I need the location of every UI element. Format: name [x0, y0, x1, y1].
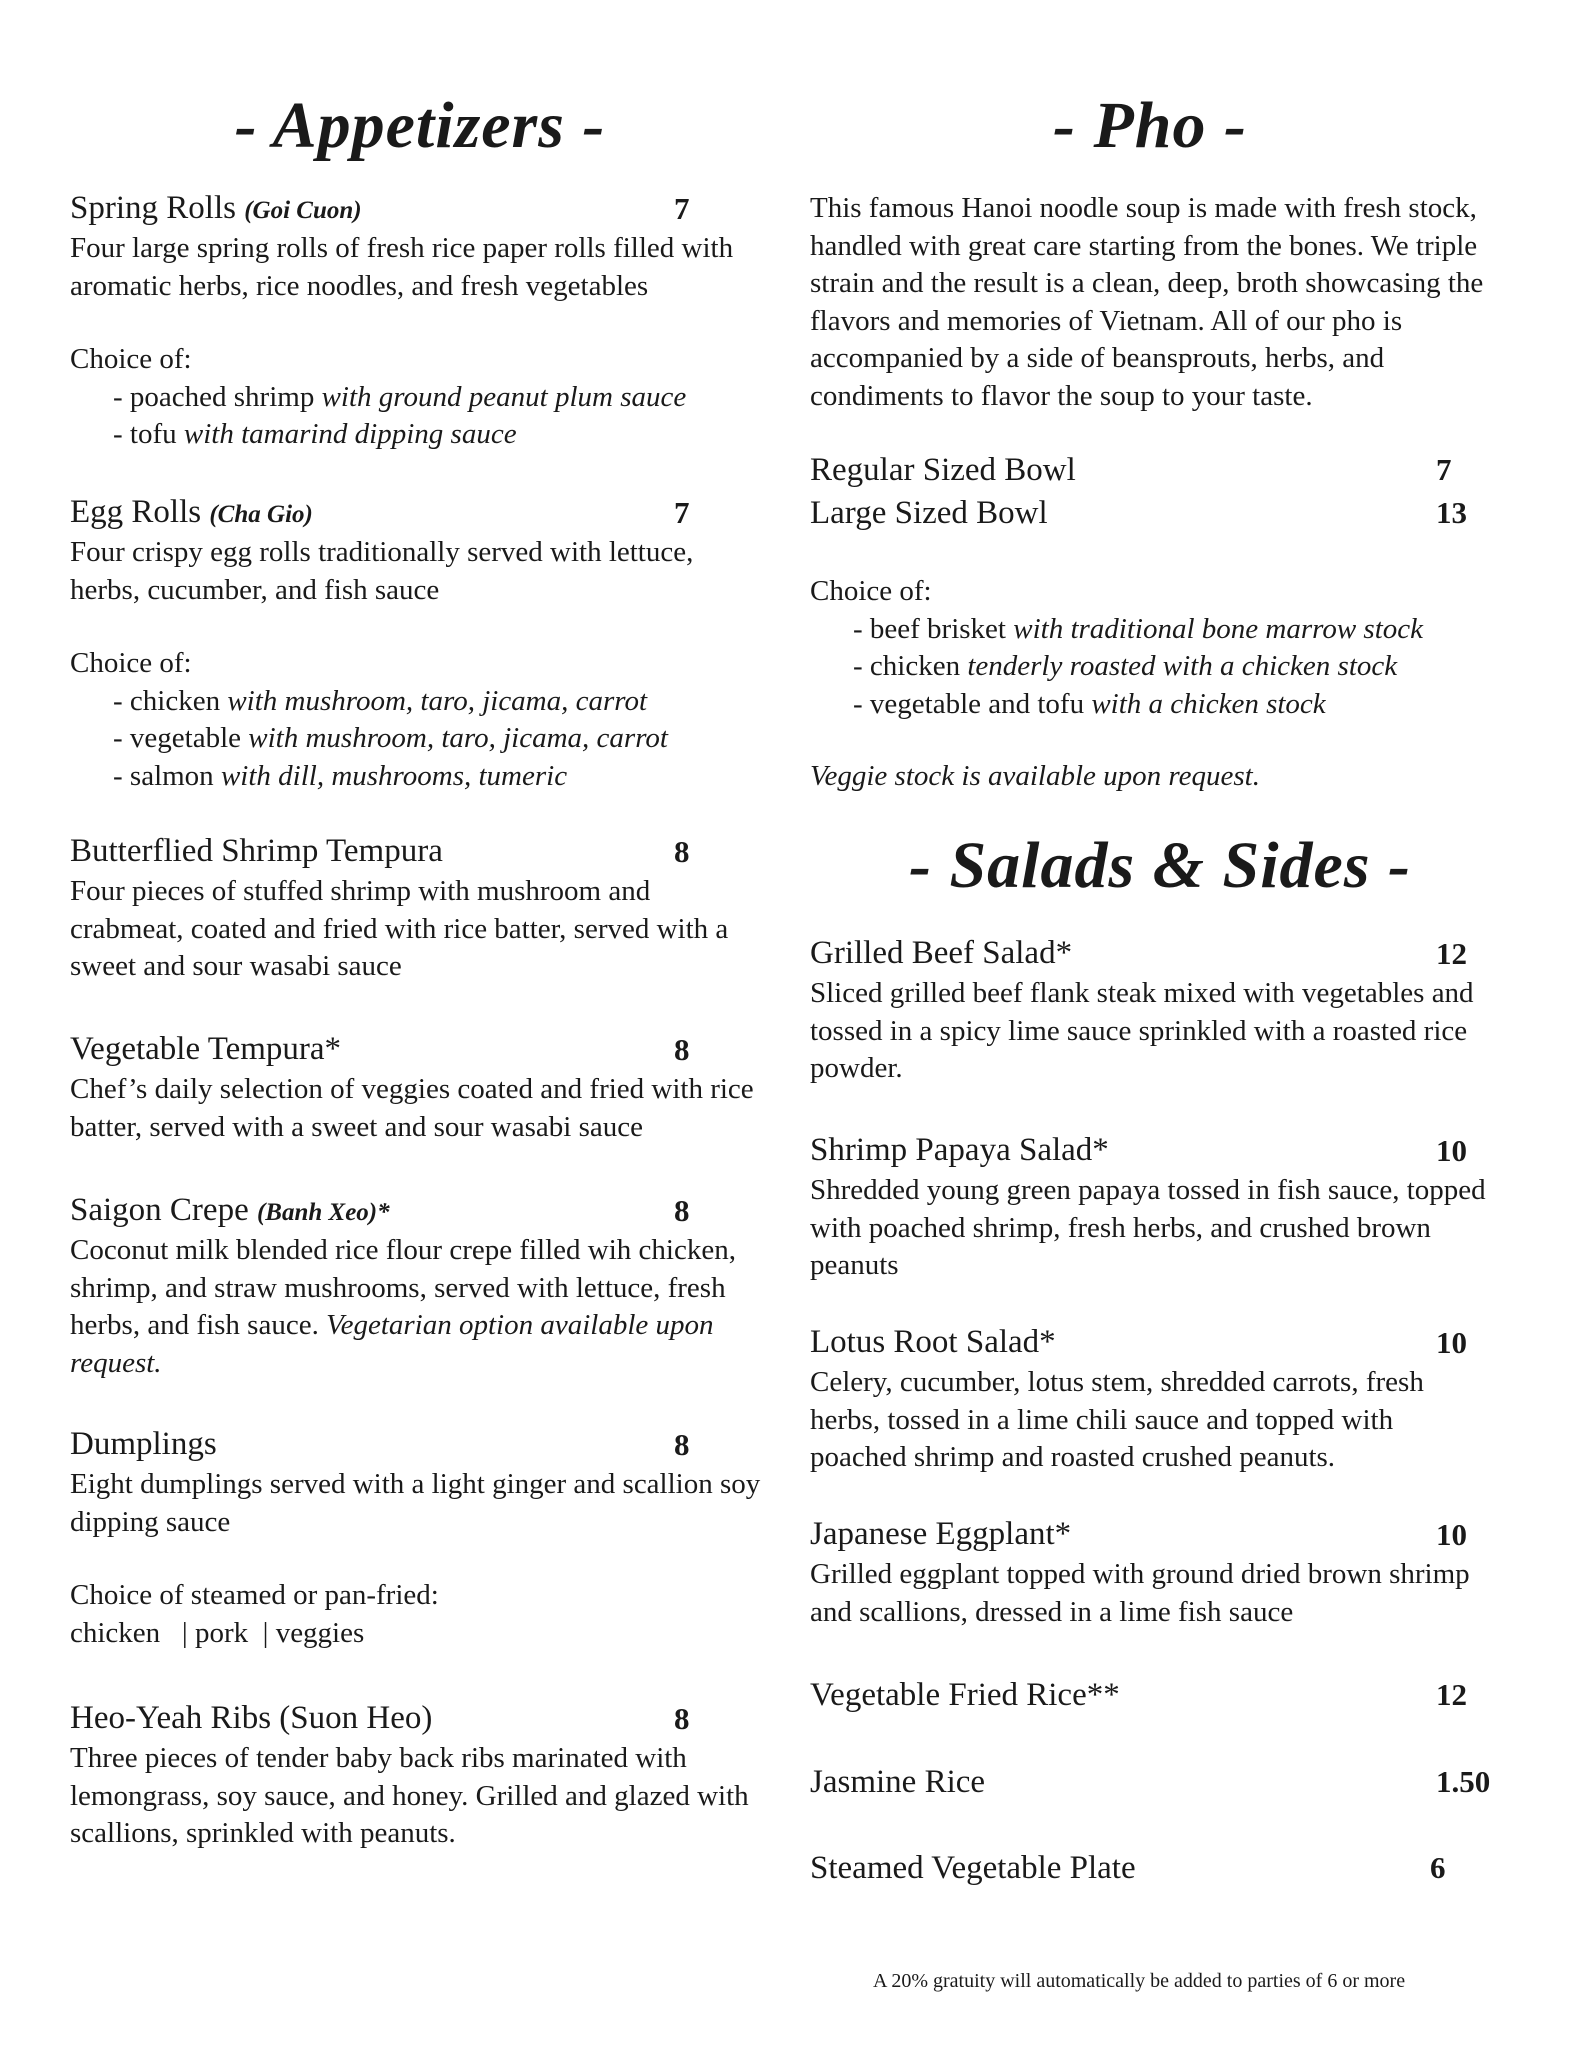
item-name: Grilled Beef Salad* [810, 935, 1073, 971]
item-name: Lotus Root Salad* [810, 1324, 1056, 1360]
menu-item-spring-rolls [70, 190, 770, 454]
choice-option: - beef brisket with traditional bone marrow stock [853, 612, 1424, 645]
item-name-row [70, 833, 770, 873]
item-price: 8 [674, 1032, 690, 1067]
choice-label: Choice of: [70, 343, 192, 375]
item-name-row [810, 1132, 1510, 1172]
item-name: Shrimp Papaya Salad* [810, 1132, 1109, 1168]
item-name-row [70, 1700, 770, 1740]
item-price: 7 [674, 495, 690, 530]
item-name: Heo-Yeah Ribs (Suon Heo) [70, 1700, 433, 1736]
item-name: Saigon Crepe [70, 1192, 249, 1228]
item-price: 1.50 [1436, 1764, 1491, 1799]
item-price: 10 [1436, 1133, 1467, 1168]
item-description: Four large spring rolls of fresh rice paper rolls filled with aromatic herbs, rice noodles, and fresh vegetables [70, 232, 734, 302]
item-description: Four crispy egg rolls traditionally served with lettuce, herbs, cucumber, and fish sauce [70, 536, 694, 606]
choice-option: - salmon with dill, mushrooms, tumeric [113, 759, 568, 792]
item-subname: (Goi Cuon) [244, 197, 362, 224]
menu-item-saigon-crepe [70, 1192, 770, 1382]
item-name: Egg Rolls [70, 494, 202, 530]
vegetarian-note: Vegetarian option available upon request. [70, 1309, 714, 1379]
item-name: Regular Sized Bowl [810, 452, 1076, 488]
veggie-stock-note: Veggie stock is available upon request. [810, 760, 1260, 792]
item-name: Steamed Vegetable Plate [810, 1850, 1136, 1886]
pho-intro: This famous Hanoi noodle soup is made with fresh stock, handled with great care starting from the bones. We triple strain and the result is a clean, deep, broth showcasing the flavors and memories of Vietnam. All of our pho is accompanied by a side of beansprouts, herbs, and condiments to flavor the soup to your taste. [810, 192, 1484, 412]
item-description: Sliced grilled beef flank steak mixed with vegetables and tossed in a spicy lime sauce sprinkled with a roasted rice powder. [810, 977, 1474, 1084]
item-description: Chef’s daily selection of veggies coated and fried with rice batter, served with a sweet and sour wasabi sauce [70, 1073, 754, 1143]
item-description: Shredded young green papaya tossed in fish sauce, topped with poached shrimp, fresh herbs, and crushed brown peanuts [810, 1174, 1486, 1281]
item-price: 8 [674, 1701, 690, 1736]
choice-label: Choice of: [70, 647, 192, 679]
menu-item-heo-yeah-ribs [70, 1700, 770, 1853]
salads-sides-heading: - Salads & Sides - [908, 829, 1412, 902]
appetizers-heading: - Appetizers - [234, 89, 606, 162]
item-name-row [810, 1516, 1510, 1556]
item-name: Vegetable Tempura* [70, 1031, 342, 1067]
choice-line: chicken | pork | veggies [70, 1616, 365, 1649]
choice-label: Choice of steamed or pan-fried: [70, 1579, 439, 1611]
choice-option: - vegetable and tofu with a chicken stock [853, 687, 1326, 720]
choice-label: Choice of: [810, 575, 932, 607]
item-description: Eight dumplings served with a light ginger and scallion soy dipping sauce [70, 1468, 761, 1538]
item-subname: (Banh Xeo)* [256, 1199, 390, 1226]
item-name-row [70, 1031, 770, 1071]
pho-size-large [810, 495, 1510, 535]
menu-item-japanese-eggplant [810, 1516, 1510, 1631]
choice-list [70, 379, 770, 454]
item-name: Spring Rolls [70, 190, 236, 226]
item-name-row [70, 1426, 770, 1466]
item-price: 10 [1436, 1517, 1467, 1552]
item-description: Four pieces of stuffed shrimp with mushroom and crabmeat, coated and fried with rice batter, served with a sweet and sour wasabi sauce [70, 875, 729, 982]
item-name-row [70, 494, 770, 534]
menu-item-vegetable-tempura [70, 1031, 770, 1146]
item-name: Japanese Eggplant* [810, 1516, 1072, 1552]
item-name-row [810, 935, 1510, 975]
item-description: Grilled eggplant topped with ground dried brown shrimp and scallions, dressed in a lime fish sauce [810, 1558, 1470, 1628]
choice-option: - tofu with tamarind dipping sauce [113, 418, 517, 450]
menu-item-grilled-beef-salad [810, 935, 1510, 1088]
item-price: 6 [1430, 1850, 1446, 1885]
item-price: 7 [674, 191, 690, 226]
choice-option: - vegetable with mushroom, taro, jicama, carrot [113, 722, 668, 754]
item-description: Celery, cucumber, lotus stem, shredded carrots, fresh herbs, tossed in a lime chili sauce and topped with poached shrimp and roasted crushed peanuts. [810, 1366, 1424, 1473]
pho-choices [810, 573, 1510, 723]
item-price: 8 [674, 1193, 690, 1228]
item-price: 10 [1436, 1325, 1467, 1360]
menu-item-butterflied-shrimp-tempura [70, 833, 770, 986]
choice-list [810, 611, 1510, 724]
pho-heading: - Pho - [1053, 89, 1247, 162]
menu-item-dumplings [70, 1426, 770, 1652]
pho-section [810, 190, 1510, 415]
choice-option: - chicken with mushroom, taro, jicama, carrot [113, 684, 648, 717]
item-subname: (Cha Gio) [209, 501, 313, 528]
item-price: 13 [1436, 495, 1467, 530]
gratuity-footer: A 20% gratuity will automatically be added to parties of 6 or more [873, 1970, 1406, 1992]
item-description: Three pieces of tender baby back ribs marinated with lemongrass, soy sauce, and honey. Grilled and glazed with scallions, sprinkled with peanuts. [70, 1742, 749, 1849]
menu-item-shrimp-papaya-salad [810, 1132, 1510, 1285]
side-jasmine-rice [810, 1764, 1510, 1804]
item-price: 12 [1436, 936, 1467, 971]
choice-option: - chicken tenderly roasted with a chicken stock [853, 650, 1398, 682]
item-name: Butterflied Shrimp Tempura [70, 833, 443, 869]
item-name: Dumplings [70, 1426, 217, 1462]
item-name-row [70, 190, 770, 230]
item-price: 12 [1436, 1677, 1467, 1712]
item-name: Vegetable Fried Rice** [810, 1677, 1120, 1713]
item-price: 8 [674, 1427, 690, 1462]
item-price: 7 [1436, 452, 1452, 487]
choice-list [70, 683, 770, 796]
side-vegetable-fried-rice [810, 1677, 1510, 1717]
pho-size-regular [810, 452, 1510, 492]
menu-item-egg-rolls [70, 494, 770, 795]
item-description: Coconut milk blended rice flour crepe filled wih chicken, shrimp, and straw mushrooms, served with lettuce, fresh herbs, and fish sauce. Vegetarian option available upon request. [70, 1234, 736, 1379]
item-name: Large Sized Bowl [810, 495, 1048, 531]
choice-option: - poached shrimp with ground peanut plum sauce [113, 380, 687, 413]
item-name: Jasmine Rice [810, 1764, 986, 1800]
item-name-row [810, 1324, 1510, 1364]
menu-item-lotus-root-salad [810, 1324, 1510, 1477]
side-steamed-vegetable-plate [810, 1850, 1510, 1890]
item-name-row [70, 1192, 770, 1232]
item-price: 8 [674, 834, 690, 869]
